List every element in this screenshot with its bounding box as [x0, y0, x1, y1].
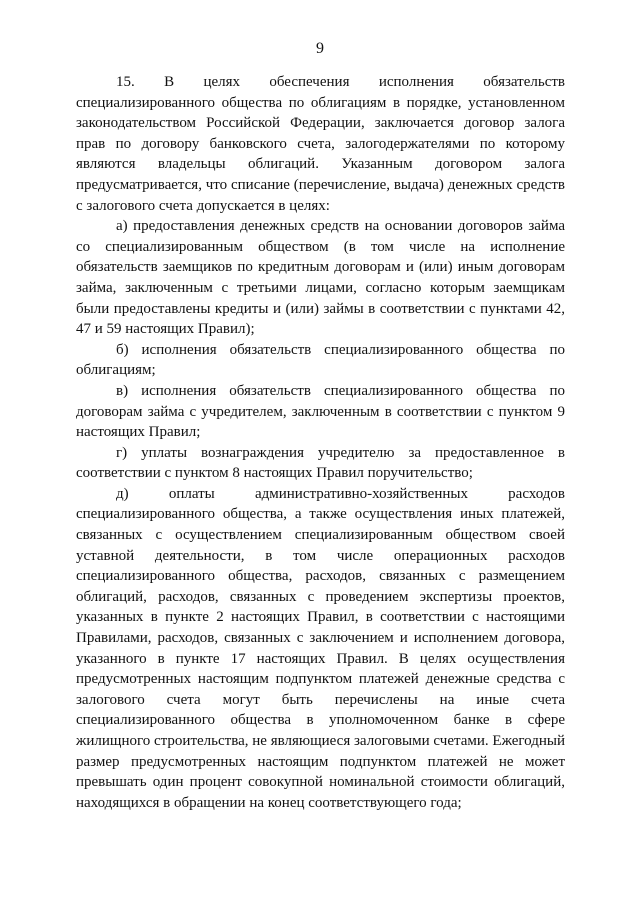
page-number: 9 [316, 40, 324, 57]
subparagraph-v: в) исполнения обязательств специализированного общества по договорам займа с учредителем, заключенным в соответствии с пунктом 9 настоящих Правил; [76, 382, 565, 441]
subparagraph-b: б) исполнения обязательств специализированного общества по облигациям; [76, 341, 565, 379]
subparagraph-d: д) оплаты административно-хозяйственных расходов специализированного общества, а также осуществления иных платежей, связанных с осуществлением специализированным обществом своей уставной деятельности, в том числе операционных расходов специализированного общества, расходов, связанных с размещением облигаций, расходов, связанных с проведением экспертизы проектов, указанных в пункте 2 настоящих Правил, в соответствии с настоящими Правилами, расходов, связанных с заключением и исполнением договора, указанного в пункте 17 настоящих Правил. В целях осуществления предусмотренных настоящим подпунктом платежей денежные средства с залогового счета могут быть перечислены на иные счета специализированного общества в уполномоченном банке в сфере жилищного строительства, не являющиеся залоговыми счетами. Ежегодный размер предусмотренных настоящим подпунктом платежей не может превышать один процент совокупной номинальной стоимости облигаций, находящихся в обращении на конец соответствующего года; [76, 485, 565, 811]
subparagraph-g: г) уплаты вознаграждения учредителю за предоставленное в соответствии с пунктом 8 настоящих Правил поручительство; [76, 444, 565, 482]
document-body [76, 72, 565, 813]
paragraph-15: 15. В целях обеспечения исполнения обязательств специализированного общества по облигациям в порядке, установленном законодательством Российской Федерации, заключается договор залога прав по договору банковского счета, залогодержателями по которому являются владельцы облигаций. Указанным договором залога предусматривается, что списание (перечисление, выдача) денежных средств с залогового счета допускается в целях: [76, 74, 565, 214]
subparagraph-a: а) предоставления денежных средств на основании договоров займа со специализированным обществом (в том числе на исполнение обязательств заемщиков по кредитным договорам и (или) иным договорам займа, заключенным с третьими лицами, согласно которым заемщикам были предоставлены кредиты и (или) займы в соответствии с пунктами 42, 47 и 59 настоящих Правил); [76, 218, 565, 338]
